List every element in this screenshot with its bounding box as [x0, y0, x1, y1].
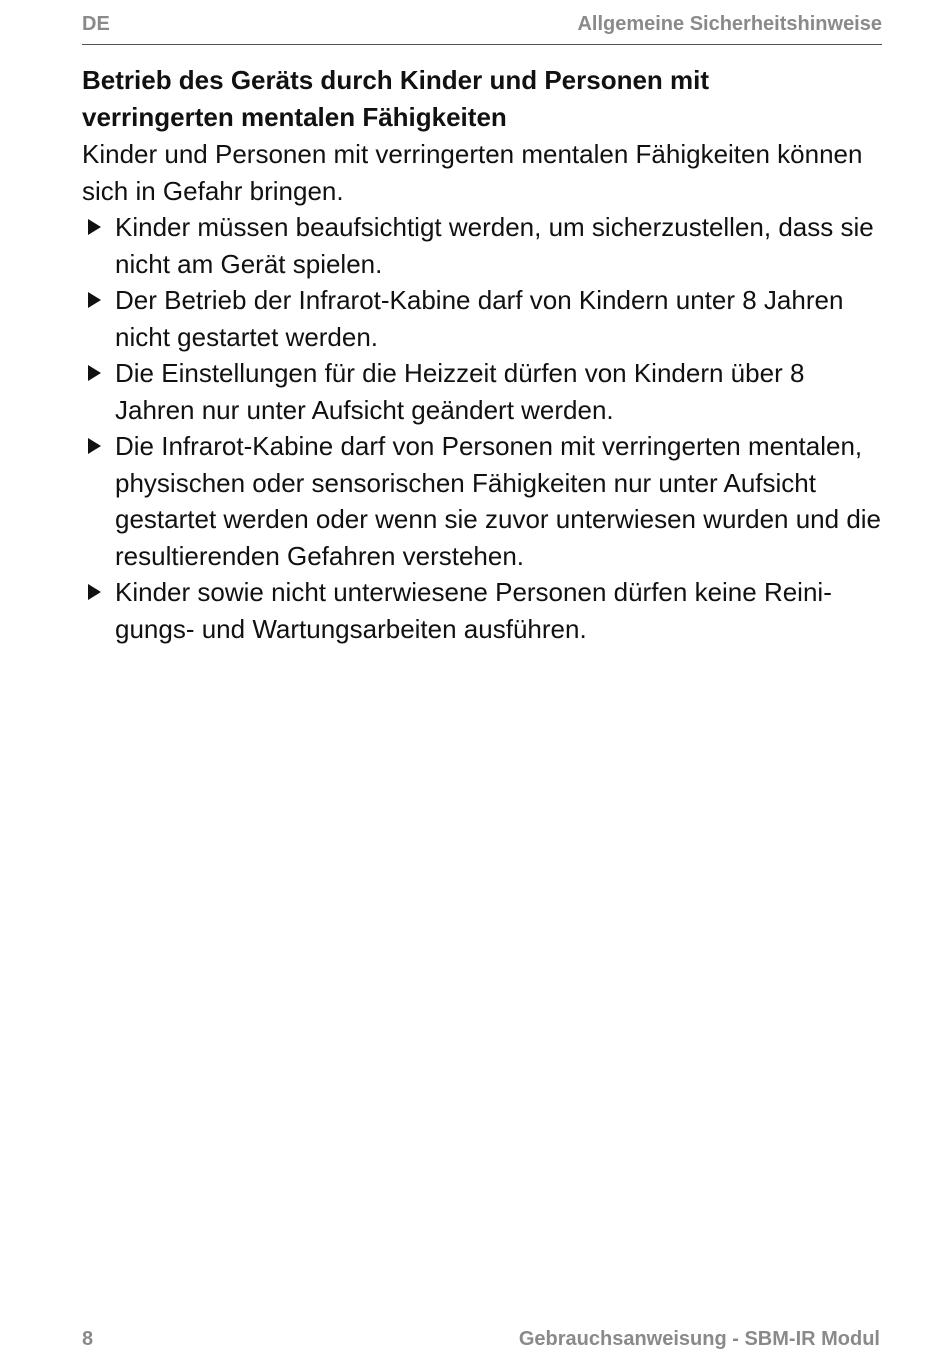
bullet-item	[82, 574, 882, 647]
page-header	[82, 10, 882, 45]
heading	[82, 62, 882, 136]
page-footer	[82, 1328, 880, 1356]
bullet-item	[82, 282, 882, 355]
bullet-text: Kinder sowie nicht unterwiesene Personen dürfen keine Reinigungs- und Wartungsarbeiten ausführen.	[115, 577, 832, 644]
bullet-text: Der Betrieb der Infrarot-Kabine darf von Kindern unter 8 Jahren nicht gestartet werden.	[115, 285, 844, 352]
triangle-right-icon	[88, 584, 101, 600]
document-title: Gebrauchsanweisung - SBM-IR Modul	[518, 1328, 880, 1350]
bullet-text: Die Infrarot-Kabine darf von Personen mit verringerten mentalen, physischen oder sensorischen Fähigkeiten nur unter Aufsicht gestartet werden oder wenn sie zuvor unterwiesen wurden und die resultierenden Gefahren verstehen.	[115, 431, 882, 571]
language-code: DE	[82, 13, 110, 35]
heading-line-1: Betrieb des Geräts durch Kinder und Personen mit	[82, 65, 710, 95]
triangle-right-icon	[88, 219, 101, 235]
bullet-item	[82, 428, 882, 574]
triangle-right-icon	[88, 365, 101, 381]
main-content	[82, 62, 882, 647]
heading-line-2: verringerten mentalen Fähigkeiten	[82, 102, 507, 132]
bullet-text: Kinder müssen beaufsichtigt werden, um sicherzustellen, dass sie nicht am Gerät spielen.	[115, 212, 874, 279]
bullet-list	[82, 209, 882, 647]
page-number: 8	[82, 1328, 94, 1350]
bullet-item	[82, 209, 882, 282]
intro-paragraph: Kinder und Personen mit verringerten mentalen Fähigkeiten können sich in Gefahr bringen.	[82, 139, 863, 206]
bullet-text: Die Einstellungen für die Heizzeit dürfen von Kindern über 8 Jahren nur unter Aufsicht geändert werden.	[115, 358, 805, 425]
triangle-right-icon	[88, 438, 101, 454]
triangle-right-icon	[88, 292, 101, 308]
bullet-item	[82, 355, 882, 428]
section-title: Allgemeine Sicherheitshinweise	[577, 13, 882, 35]
